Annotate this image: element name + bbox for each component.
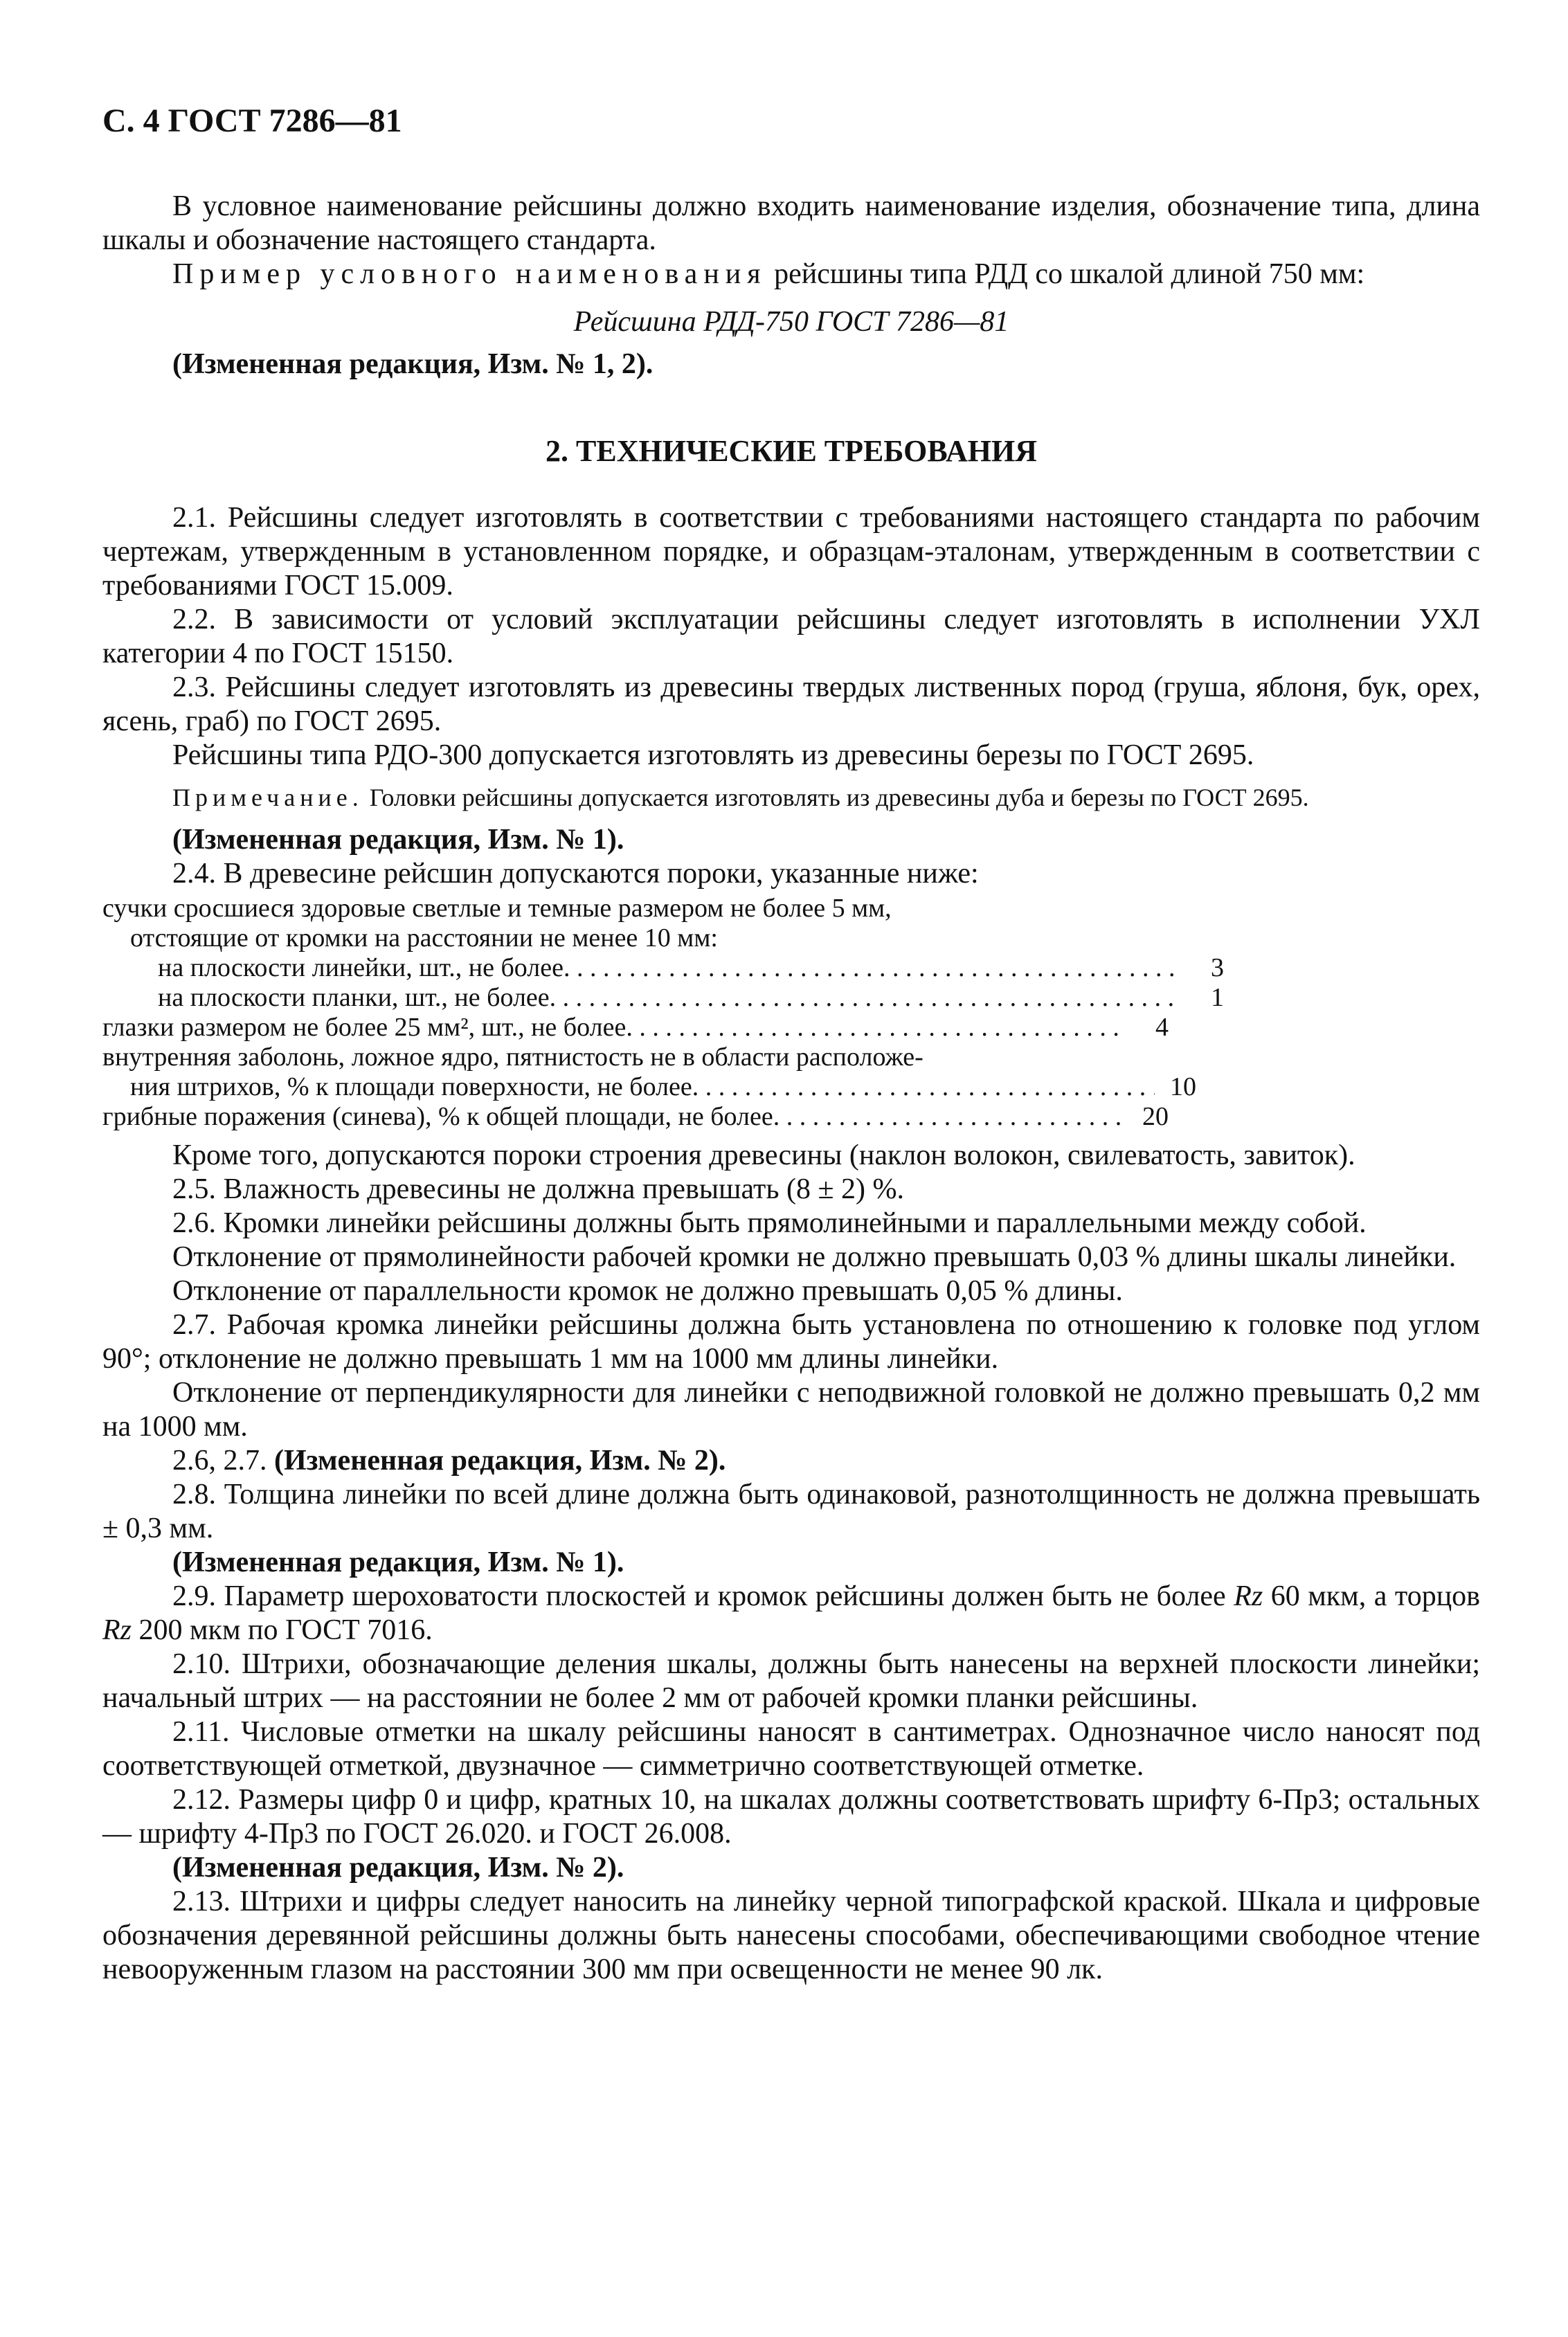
clause-2-13: 2.13. Штрихи и цифры следует наносить на линейку черной типографской краской. Шкала и цифровые обозначения деревянной рейсшины должны быть нанесены способами, обеспечивающими свободное чтение невооруженным глазом на расстоянии 300 мм при освещенности не менее 90 лк. [102,1886,1480,1985]
note-label: Примечание. [172,784,363,811]
clause-2-6: 2.6. Кромки линейки рейсшины должны быть прямолинейными и параллельными между собой. [172,1207,1367,1239]
clause-2-7: 2.7. Рабочая кромка линейки рейсшины должна быть установлена по отношению к головке под углом 90°; отклонение не должно превышать 1 мм на 1000 мм длины линейки. [102,1309,1480,1375]
document-page [102,104,1480,1987]
clause-2-10: 2.10. Штрихи, обозначающие деления шкалы, должны быть нанесены на верхней плоскости линейки; начальный штрих — на расстоянии не более 2 мм от рабочей кромки планки рейсшины. [102,1648,1480,1714]
clause-2-8: 2.8. Толщина линейки по всей длине должна быть одинаковой, разнотолщинность не должна превышать ± 0,3 мм. [102,1479,1480,1544]
defect-line: сучки сросшиеся здоровые светлые и темные размером не более 5 мм, [102,894,892,923]
amendment-note: (Измененная редакция, Изм. № 2). [172,1852,624,1884]
section-title: 2. ТЕХНИЧЕСКИЕ ТРЕБОВАНИЯ [546,434,1037,468]
clause-2-3-b: Рейсшины типа РДО-300 допускается изготовлять из древесины березы по ГОСТ 2695. [172,739,1254,771]
clause-2-9: 2.9. Параметр шероховатости плоскостей и кромок рейсшины должен быть не более Rz 60 мкм, а торцов Rz 200 мкм по ГОСТ 7016. [102,1580,1481,1646]
defect-row: на плоскости планки, шт., не более . . . 1 [102,983,1224,1013]
example-intro-text: рейсшины типа РДД со шкалой длиной 750 мм: [766,258,1365,290]
intro-paragraph: В условное наименование рейсшины должно входить наименование изделия, обозначение типа, длина шкалы и обозначение настоящего стандарта. [102,190,1480,256]
defect-line: внутренняя заболонь, ложное ядро, пятнистость не в области расположе- [102,1043,923,1072]
clause-2-7-b: Отклонение от перпендикулярности для линейки с неподвижной головкой не должно превышать 0,2 мм на 1000 мм. [102,1377,1480,1443]
amendment-note: (Измененная редакция, Изм. № 1, 2). [172,348,654,380]
amendment-2-6-2-7: 2.6, 2.7. (Измененная редакция, Изм. № 2). [172,1445,726,1477]
clause-2-5: 2.5. Влажность древесины не должна превышать (8 ± 2) %. [172,1173,905,1205]
amendment-note: (Измененная редакция, Изм. № 1). [172,1546,624,1578]
clause-2-4: 2.4. В древесине рейсшин допускаются пороки, указанные ниже: [172,858,979,890]
page-header: С. 4 ГОСТ 7286—81 [102,102,402,139]
defect-row: глазки размером не более 25 мм², шт., не более . . . 4 [102,1013,1169,1043]
example-label: Пример условного наименования [172,258,767,290]
amendment-note: (Измененная редакция, Изм. № 1). [172,824,624,856]
clause-2-3: 2.3. Рейсшины следует изготовлять из древесины твердых лиственных пород (груша, яблоня, бук, орех, ясень, граб) по ГОСТ 2695. [102,671,1480,737]
defect-row: ния штрихов, % к площади поверхности, не более . . . 10 [102,1072,1196,1102]
defects-list [102,894,1480,1132]
note-text: Головки рейсшины допускается изготовлять из древесины дуба и березы по ГОСТ 2695. [363,784,1309,811]
clause-2-12: 2.12. Размеры цифр 0 и цифр, кратных 10, на шкалах должны соответствовать шрифту 6-Пр3; остальных — шрифту 4-Пр3 по ГОСТ 26.020. и ГОСТ 26.008. [102,1784,1480,1850]
example-intro [102,258,1480,291]
clause-2-6-c: Отклонение от параллельности кромок не должно превышать 0,05 % длины. [172,1275,1123,1307]
defect-line: отстоящие от кромки на расстоянии не менее 10 мм: [130,923,718,953]
clause-2-2: 2.2. В зависимости от условий эксплуатации рейсшины следует изготовлять в исполнении УХЛ категории 4 по ГОСТ 15150. [102,604,1480,669]
clause-2-11: 2.11. Числовые отметки на шкалу рейсшины наносят в сантиметрах. Однозначное число наносят под соответствующей отметкой, двузначное — симметрично соответствующей отметке. [102,1716,1480,1782]
note [102,781,1480,815]
clause-2-1: 2.1. Рейсшины следует изготовлять в соответствии с требованиями настоящего стандарта по рабочим чертежам, утвержденным в установленном порядке, и образцам-эталонам, утвержденным в соответствии с требованиями ГОСТ 15.009. [102,502,1480,602]
defect-row: грибные поражения (синева), % к общей площади, не более . . . 20 [102,1102,1169,1132]
defect-row: на плоскости линейки, шт., не более . . . 3 [102,953,1224,983]
example-designation: Рейсшина РДД-750 ГОСТ 7286—81 [573,306,1009,338]
clause-2-6-b: Отклонение от прямолинейности рабочей кромки не должно превышать 0,03 % длины шкалы линейки. [172,1241,1457,1273]
clause-2-4-b: Кроме того, допускаются пороки строения древесины (наклон волокон, свилеватость, завиток). [172,1139,1355,1171]
